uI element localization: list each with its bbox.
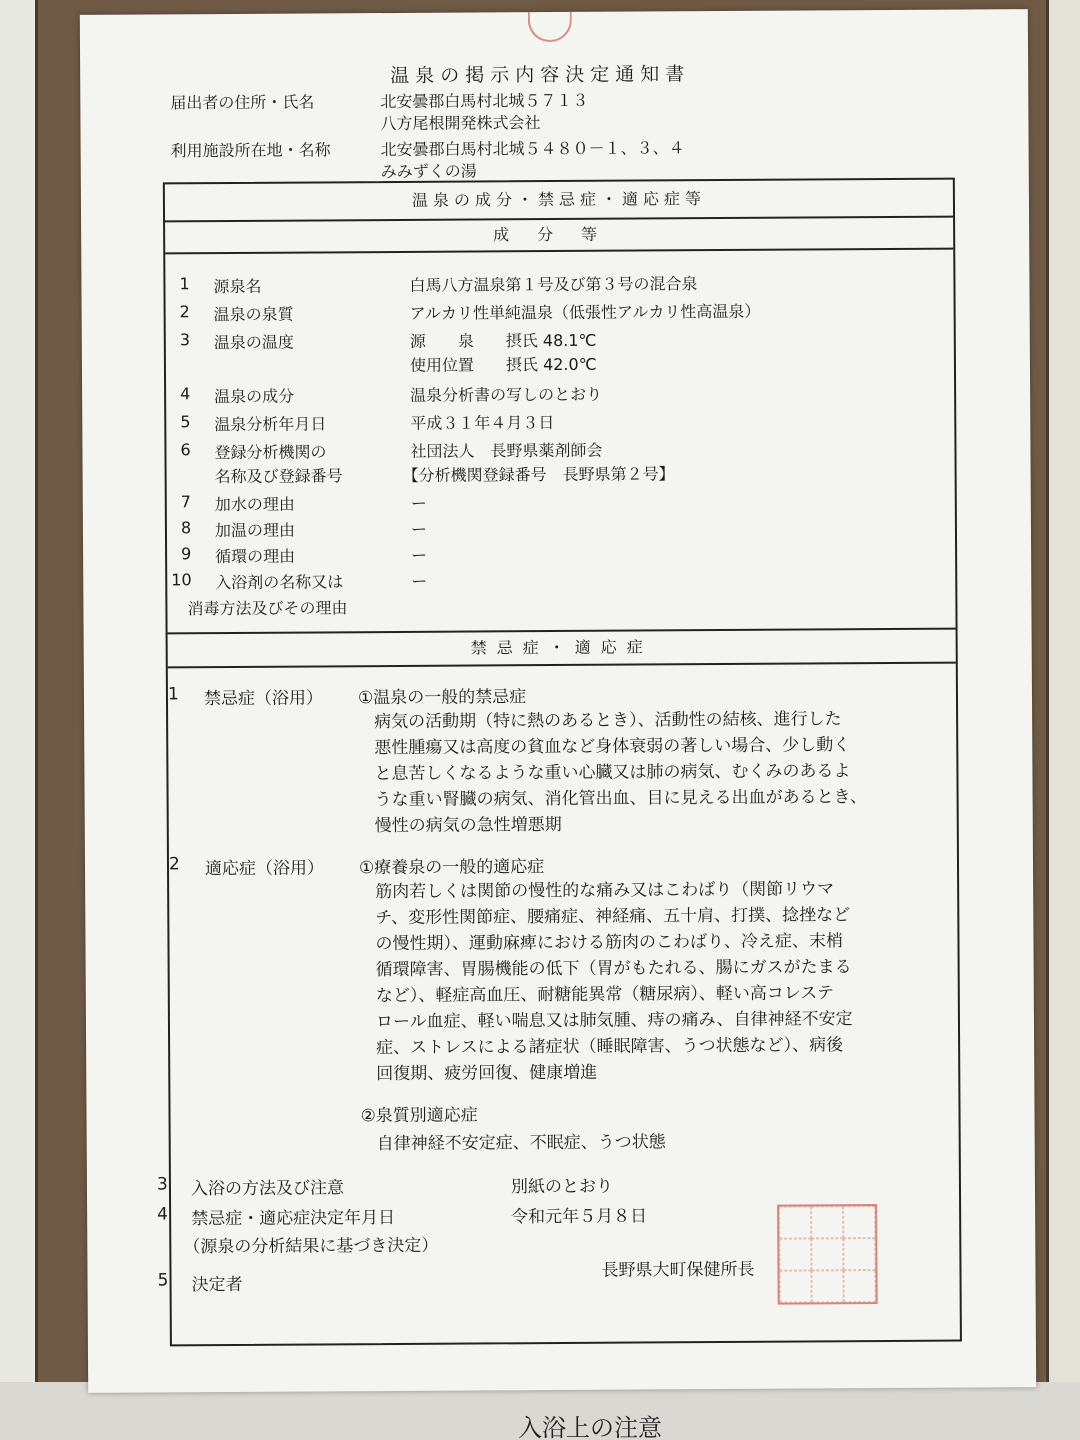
- item-label: 温泉分析年月日: [214, 414, 327, 435]
- details-table: [156, 178, 962, 1347]
- contra-line: 悪性腫瘍又は高度の貧血など身体衰弱の著しい場合、少し動く: [374, 735, 851, 759]
- item-value: 温泉分析書の写しのとおり: [410, 384, 603, 405]
- contra-label: 禁忌症（浴用）: [203, 688, 324, 710]
- applicant-name: 八方尾根開発株式会社: [380, 113, 541, 134]
- components-section: [165, 218, 956, 635]
- indications-heading: 禁忌症・適応症: [168, 630, 956, 669]
- item-number: 2: [179, 302, 190, 322]
- official-seal-icon: [777, 1204, 878, 1305]
- adjacent-sheet-left: [0, 0, 38, 1440]
- adjacent-sheet-right: [1046, 0, 1080, 1390]
- applicant-address: 北安曇郡白馬村北城５７１３: [380, 90, 589, 112]
- ind-text: [375, 876, 853, 1087]
- applicant-label: 届出者の住所・氏名: [170, 92, 315, 113]
- item-label: 加水の理由: [214, 494, 295, 515]
- facility-label: 利用施設所在地・名称: [170, 140, 331, 161]
- top-stamp-icon: [528, 12, 572, 42]
- ind-subheading: ①療養泉の一般的適応症: [358, 857, 545, 879]
- item-value: アルカリ性単純温泉（低張性アルカリ性高温泉）: [409, 301, 761, 323]
- item-value: 白馬八方温泉第１号及び第３号の混合泉: [409, 274, 698, 295]
- contra-line: 慢性の病気の急性増悪期: [374, 814, 562, 837]
- components-heading: 成分等: [165, 218, 953, 255]
- contra-line: うな重い腎臓の病気、消化管出血、目に見える出血があるとき、: [374, 787, 867, 811]
- item-number: 5: [180, 412, 191, 432]
- lower-sheet-title: 入浴上の注意: [518, 1414, 662, 1440]
- ind-line: 筋肉若しくは関節の慢性的な痛み又はこわばり（関節リウマ: [375, 879, 835, 903]
- item5-number: 5: [157, 1270, 169, 1291]
- item-label: 消毒方法及びその理由: [187, 598, 348, 619]
- contra-line: 病気の活動期（特に熱のあるとき）、活動性の結核、進行した: [374, 709, 842, 733]
- item-label: 加温の理由: [214, 520, 296, 541]
- item-value: 使用位置 摂氏 42.0℃: [409, 354, 597, 375]
- item-value: 源 泉 摂氏 48.1℃: [409, 330, 597, 351]
- item-value: 平成３１年４月３日: [410, 413, 555, 433]
- item3-value: 別紙のとおり: [510, 1176, 614, 1198]
- ind-line: 症、ストレスによる諸症状（睡眠障害、うつ状態など）、病後: [376, 1035, 844, 1059]
- item4-number: 4: [157, 1204, 169, 1225]
- item-value: ー: [410, 493, 427, 513]
- item4-value: 令和元年５月８日: [511, 1206, 648, 1228]
- ind-line: チ、変形性関節症、腰痛症、神経痛、五十肩、打撲、捻挫など: [375, 905, 851, 929]
- facility-address: 北安曇郡白馬村北城５４８０－１、３、４: [380, 138, 685, 160]
- item-number: 1: [179, 274, 190, 294]
- ind-label: 適応症（浴用）: [204, 858, 325, 880]
- ind-line: など）、軽症高血圧、耐糖能異常（糖尿病）、軽い高コレステ: [375, 983, 835, 1007]
- item-label: 温泉の温度: [213, 332, 294, 353]
- item-label: 登録分析機関の: [214, 442, 327, 463]
- item-number: 10: [171, 570, 192, 590]
- ind-line: の慢性期）、運動麻痺における筋肉のこわばり、冷え症、末梢: [375, 931, 844, 955]
- item-value: 【分析機関登録番号 長野県第２号】: [402, 464, 675, 485]
- document-title: 温泉の掲示内容決定通知書: [390, 63, 691, 88]
- item4-note: （源泉の分析結果に基づき決定）: [183, 1235, 439, 1258]
- item-label: 循環の理由: [215, 546, 296, 567]
- contra-subheading: ①温泉の一般的禁忌症: [357, 687, 527, 709]
- ind-line: 循環障害、胃腸機能の低下（胃がもたれる、腸にガスがたまる: [375, 957, 852, 981]
- facility-name: みみずくの湯: [380, 161, 477, 182]
- item-label: 温泉の成分: [214, 386, 295, 407]
- item-number: 7: [180, 492, 192, 512]
- item-label: 源泉名: [213, 276, 262, 297]
- contra-line: と息苦しくなるような重い心臓又は肺の病気、むくみのあるよ: [374, 761, 851, 785]
- table-title: 温泉の成分・禁忌症・適応症等: [165, 180, 953, 223]
- item-number: 9: [181, 544, 192, 564]
- ind-line: ロール血症、軽い喘息又は肺気腫、痔の痛み、自律神経不安定: [375, 1009, 853, 1033]
- item-value: ー: [411, 571, 428, 591]
- item-number: 4: [180, 384, 191, 404]
- contra-number: 1: [167, 684, 179, 705]
- ind-line: 回復期、疲労回復、健康増進: [376, 1062, 598, 1085]
- item-label: 温泉の泉質: [213, 304, 294, 325]
- ind-sub2-text: 自律神経不安定症、不眠症、うつ状態: [376, 1132, 666, 1155]
- item3-label: 入浴の方法及び注意: [190, 1178, 345, 1200]
- item-number: 3: [179, 330, 191, 350]
- item-number: 8: [180, 518, 192, 538]
- item5-label: 決定者: [191, 1274, 243, 1296]
- item5-value: 長野県大町保健所長: [601, 1259, 755, 1281]
- notice-document: [80, 9, 1036, 1393]
- item-value: 社団法人 長野県薬剤師会: [410, 440, 603, 461]
- item-value: ー: [411, 545, 428, 565]
- item-value: ー: [410, 519, 428, 539]
- item3-number: 3: [156, 1174, 168, 1195]
- ind-subheading-2: ②泉質別適応症: [360, 1105, 478, 1127]
- item-label: 入浴剤の名称又は: [215, 572, 344, 593]
- item-label: 名称及び登録番号: [214, 466, 343, 487]
- contra-text: [374, 706, 867, 839]
- item-number: 6: [180, 440, 191, 460]
- item4-label: 禁忌症・適応症決定年月日: [191, 1208, 396, 1230]
- ind-number: 2: [168, 854, 180, 875]
